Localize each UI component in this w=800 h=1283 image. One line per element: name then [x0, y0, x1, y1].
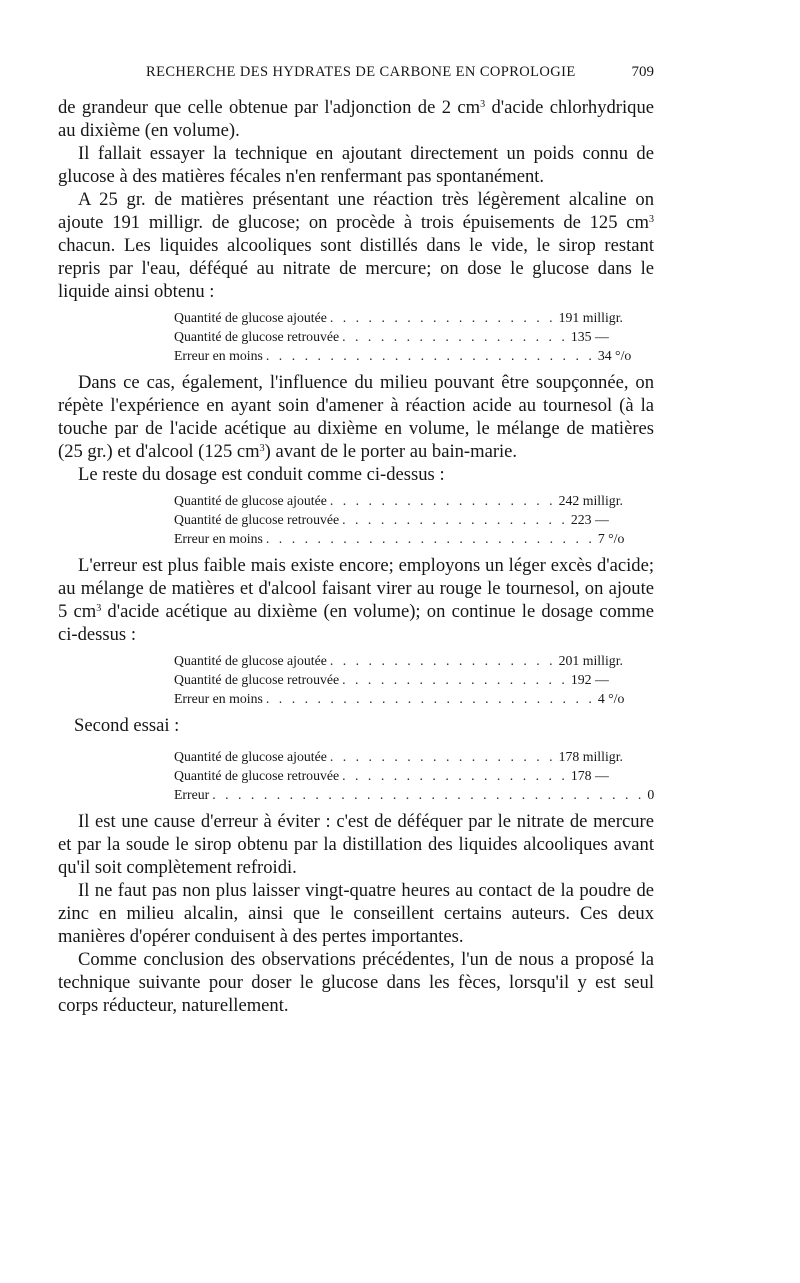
table-row: Quantité de glucose ajoutée . . . . . . . . . . . . . . . . . . 191 milligr.: [174, 310, 623, 325]
results-table-3: [174, 651, 625, 708]
running-title: RECHERCHE DES HYDRATES DE CARBONE EN COPROLOGIE: [146, 64, 576, 80]
running-head: [58, 64, 654, 88]
table-row: Erreur en moins . . . . . . . . . . . . . . . . . . . . . . . . . . 7 °/o: [174, 531, 625, 546]
paragraph-conclusion: Comme conclusion des observations précédentes, l'un de nous a proposé la technique suivante pour doser le glucose dans les fèces, lorsqu'il y est seul corps réducteur, naturellement.: [58, 949, 654, 1016]
table-row: Erreur en moins . . . . . . . . . . . . . . . . . . . . . . . . . . 4 °/o: [174, 691, 625, 706]
results-table-1: [174, 308, 632, 365]
table-row: Quantité de glucose ajoutée . . . . . . . . . . . . . . . . . . 242 milligr.: [174, 493, 623, 508]
table-row: Quantité de glucose retrouvée . . . . . . . . . . . . . . . . . . 192 —: [174, 672, 609, 687]
paragraph-erreur: L'erreur est plus faible mais existe encore; employons un léger excès d'acide; au mélange de matières et d'alcool faisant virer au rouge le tournesol, on ajoute 5 $cm^3$ d'acide acétique au dixième (en volume); on continue le dosage comme ci-dessus :: [58, 555, 654, 645]
second-essai-heading: Second essai :: [74, 715, 180, 736]
table-row: Erreur . . . . . . . . . . . . . . . . . . . . . . . . . . . . . . . . . . 0: [174, 787, 655, 802]
table-row: Erreur en moins . . . . . . . . . . . . . . . . . . . . . . . . . . 34 °/o: [174, 348, 632, 363]
paragraph-cause-erreur: Il est une cause d'erreur à éviter : c'est de déféquer par le nitrate de mercure et par la soude le sirop obtenu par la distillation des liquides alcooliques avant qu'il soit complètement refroidi.: [58, 811, 654, 878]
page-number: 709: [631, 64, 654, 80]
paragraph-technique: Il fallait essayer la technique en ajoutant directement un poids connu de glucose à des matières fécales n'en renfermant pas spontanément.: [58, 143, 654, 187]
paragraph-influence: Dans ce cas, également, l'influence du milieu pouvant être soupçonnée, on répète l'expérience en ayant soin d'amener à réaction acide au tournesol (à la touche par de l'acide acétique au dixième en volume, le mélange de matières (25 gr.) et d'alcool (125 $cm^3$) avant de le porter au bain-marie.: [58, 372, 654, 462]
body-text: [58, 96, 654, 1017]
results-table-2: [174, 491, 625, 548]
paragraph-continuation: de grandeur que celle obtenue par l'adjonction de 2 $cm^3$ d'acide chlorhydrique au dixième (en volume).: [58, 97, 654, 141]
table-row: Quantité de glucose retrouvée . . . . . . . . . . . . . . . . . . 178 —: [174, 768, 609, 783]
table-row: Quantité de glucose retrouvée . . . . . . . . . . . . . . . . . . 135 —: [174, 329, 609, 344]
paragraph-experiment: A 25 gr. de matières présentant une réaction très légèrement alcaline on ajoute 191 milligr. de glucose; on procède à trois épuisements de 125 $cm^3$ chacun. Les liquides alcooliques sont distillés dans le vide, le sirop restant repris par l'eau, déféqué au nitrate de mercure; on dose le glucose dans le liquide ainsi obtenu :: [58, 189, 654, 302]
results-table-4: [174, 747, 655, 804]
table-row: Quantité de glucose retrouvée . . . . . . . . . . . . . . . . . . 223 —: [174, 512, 609, 527]
paragraph-reste: Le reste du dosage est conduit comme ci-dessus :: [78, 464, 445, 485]
table-row: Quantité de glucose ajoutée . . . . . . . . . . . . . . . . . . 178 milligr.: [174, 749, 623, 764]
table-row: Quantité de glucose ajoutée . . . . . . . . . . . . . . . . . . 201 milligr.: [174, 653, 623, 668]
paragraph-zinc: Il ne faut pas non plus laisser vingt-quatre heures au contact de la poudre de zinc en milieu alcalin, ainsi que le conseillent certains auteurs. Ces deux manières d'opérer conduisent à des pertes importantes.: [58, 880, 654, 947]
